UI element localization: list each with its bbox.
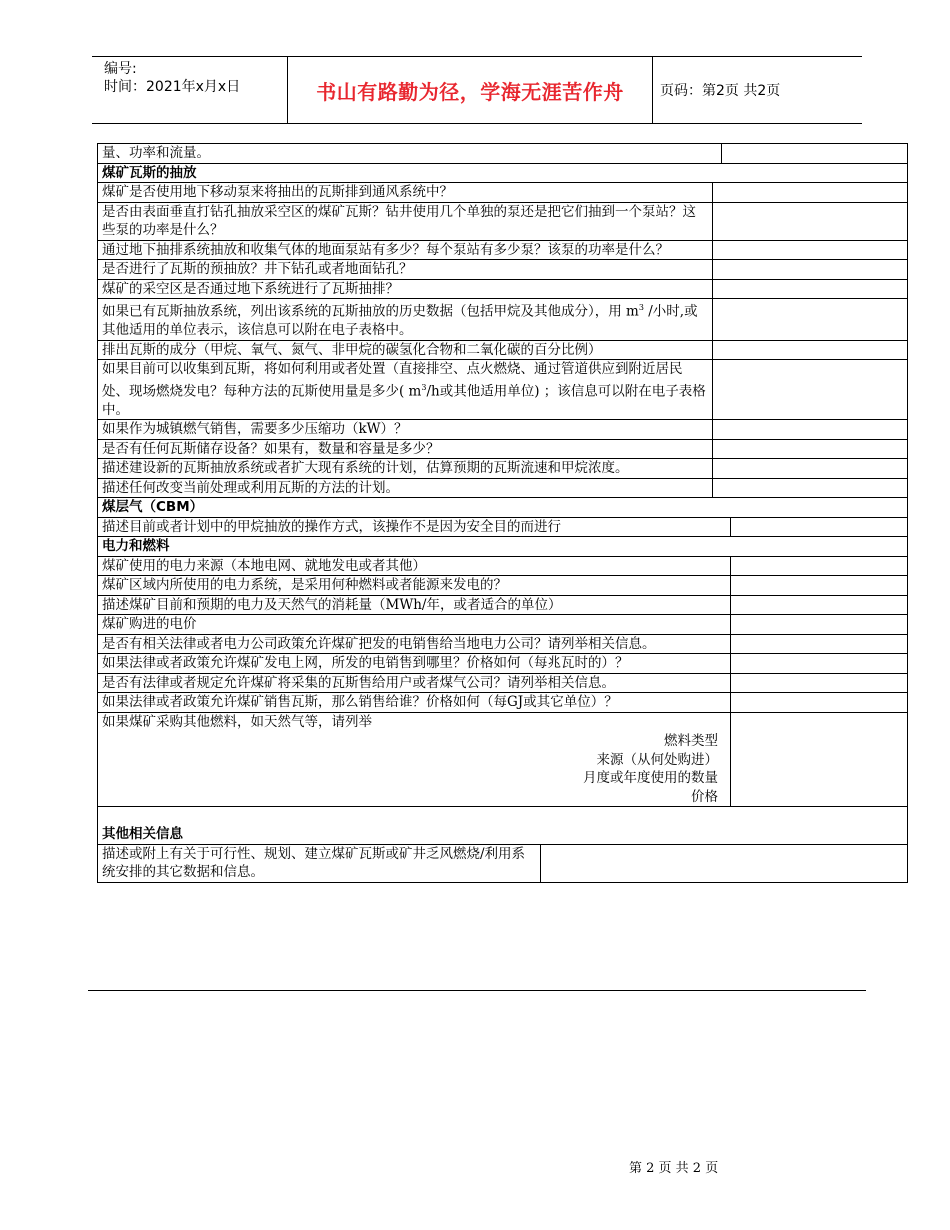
- header-page-label: 页码：第2页 共2页: [660, 83, 781, 99]
- question-cell: 是否进行了瓦斯的预抽放？井下钻孔或者地面钻孔？: [98, 260, 713, 280]
- questionnaire-table: [97, 143, 908, 883]
- table-row: [98, 183, 908, 203]
- question-cell: 描述目前或者计划中的甲烷抽放的操作方式，该操作不是因为安全目的而进行: [98, 517, 731, 537]
- question-cell: 量、功率和流量。: [98, 144, 722, 164]
- question-text: 如果煤矿采购其他燃料，如天然气等，请列举: [102, 713, 372, 730]
- question-cell: 是否由表面垂直打钻孔抽放采空区的煤矿瓦斯？钻井使用几个单独的泵还是把它们抽到一个泵站？这些泵的功率是什么？: [98, 202, 713, 240]
- section-heading: 其他相关信息: [98, 807, 908, 845]
- answer-cell[interactable]: [731, 615, 908, 635]
- question-cell: 如果作为城镇燃气销售，需要多少压缩功（kW）？: [98, 420, 713, 440]
- table-row: [98, 654, 908, 674]
- question-cell: 描述煤矿目前和预期的电力及天然气的消耗量（MWh/年，或者适合的单位）: [98, 595, 731, 615]
- question-cell: 如果法律或者政策允许煤矿发电上网，所发的电销售到哪里？价格如何（每兆瓦时的）？: [98, 654, 731, 674]
- question-text: /小时,或其他适用的单位表示，该信息可以附在电子表格中。: [102, 303, 698, 338]
- question-cell: 煤矿使用的电力来源（本地电网、就地发电或者其他）: [98, 556, 731, 576]
- question-cell: 煤矿购进的电价: [98, 615, 731, 635]
- question-cell: 排出瓦斯的成分（甲烷、氧气、氮气、非甲烷的碳氢化合物和二氧化碳的百分比例）: [98, 340, 713, 360]
- section-row: [98, 498, 908, 518]
- table-row: [98, 478, 908, 498]
- answer-cell[interactable]: [713, 240, 908, 260]
- question-cell: 描述任何改变当前处理或利用瓦斯的方法的计划。: [98, 478, 713, 498]
- answer-cell[interactable]: [731, 556, 908, 576]
- answer-cell[interactable]: [731, 654, 908, 674]
- question-cell: 煤矿的采空区是否通过地下系统进行了瓦斯抽排？: [98, 279, 713, 299]
- fuel-price-label: 价格: [691, 788, 718, 805]
- table-row: [98, 260, 908, 280]
- answer-cell[interactable]: [713, 260, 908, 280]
- answer-cell[interactable]: [713, 420, 908, 440]
- section-heading: 电力和燃料: [98, 537, 908, 557]
- section-row: [98, 163, 908, 183]
- answer-cell[interactable]: [731, 712, 908, 807]
- answer-cell[interactable]: [713, 360, 908, 420]
- table-row: [98, 340, 908, 360]
- superscript: 3: [421, 382, 427, 392]
- answer-cell[interactable]: [731, 673, 908, 693]
- section-row: [98, 807, 908, 845]
- table-row: [98, 202, 908, 240]
- section-row: [98, 537, 908, 557]
- header-meta: [104, 60, 240, 96]
- table-row: [98, 595, 908, 615]
- answer-cell[interactable]: [731, 595, 908, 615]
- question-cell: 是否有任何瓦斯储存设备？如果有，数量和容量是多少？: [98, 439, 713, 459]
- answer-cell[interactable]: [541, 844, 908, 882]
- answer-cell[interactable]: [713, 279, 908, 299]
- answer-cell[interactable]: [713, 459, 908, 479]
- answer-cell[interactable]: [713, 202, 908, 240]
- answer-cell[interactable]: [731, 634, 908, 654]
- table-row: [98, 240, 908, 260]
- table-row: [98, 144, 908, 164]
- table-row: [98, 673, 908, 693]
- question-cell: 煤矿区域内所使用的电力系统，是采用何种燃料或者能源来发电的？: [98, 576, 731, 596]
- superscript: 3: [638, 303, 644, 312]
- section-heading: 煤层气（CBM）: [98, 498, 908, 518]
- answer-cell[interactable]: [713, 439, 908, 459]
- header-divider: [652, 57, 653, 123]
- answer-cell[interactable]: [731, 576, 908, 596]
- page-number: 第 2 页 共 2 页: [629, 1161, 719, 1176]
- fuel-type-label: 燃料类型: [664, 733, 718, 749]
- question-cell: 是否有相关法律或者电力公司政策允许煤矿把发的电销售给当地电力公司？请列举相关信息。: [98, 634, 731, 654]
- table-row: [98, 517, 908, 537]
- question-cell: 描述建设新的瓦斯抽放系统或者扩大现有系统的计划，估算预期的瓦斯流速和甲烷浓度。: [98, 459, 713, 479]
- question-text: /h或其他适用单位) ；该信息可以附在电子表格中。: [102, 383, 706, 418]
- question-cell: 通过地下抽排系统抽放和收集气体的地面泵站有多少？每个泵站有多少泵？该泵的功率是什么？: [98, 240, 713, 260]
- answer-cell[interactable]: [731, 517, 908, 537]
- table-row: [98, 615, 908, 635]
- document-number-label: 编号:: [104, 61, 137, 77]
- table-row: [98, 556, 908, 576]
- table-row: [98, 693, 908, 713]
- table-row: [98, 299, 908, 341]
- table-row: [98, 712, 908, 807]
- question-cell: 煤矿是否使用地下移动泵来将抽出的瓦斯排到通风系统中？: [98, 183, 713, 203]
- table-row: [98, 439, 908, 459]
- question-text: 如果目前可以收集到瓦斯，将如何利用或者处置（直接排空、点火燃烧、通过管道供应到附近居民处、现场燃烧发电？每种方法的瓦斯使用量是多少( m: [102, 361, 683, 399]
- fuel-source-label: 来源（从何处购进）: [596, 751, 718, 768]
- table-row: [98, 279, 908, 299]
- table-row: [98, 360, 908, 420]
- question-cell: [98, 712, 731, 807]
- document-time: 时间：2021年x月x日: [104, 79, 241, 95]
- question-cell: 是否有法律或者规定允许煤矿将采集的瓦斯售给用户或者煤气公司？请列举相关信息。: [98, 673, 731, 693]
- table-row: [98, 420, 908, 440]
- question-cell: 描述或附上有关于可行性、规划、建立煤矿瓦斯或矿井乏风燃烧/利用系统安排的其它数据和信息。: [98, 844, 541, 882]
- table-row: [98, 576, 908, 596]
- header-motto: 书山有路勤为径，学海无涯苦作舟: [316, 79, 624, 104]
- question-cell: [98, 299, 713, 341]
- fuel-quantity-label: 月度或年度使用的数量: [583, 770, 718, 786]
- table-row: [98, 459, 908, 479]
- answer-cell[interactable]: [713, 478, 908, 498]
- answer-cell[interactable]: [713, 299, 908, 341]
- footer-divider: [88, 990, 866, 991]
- section-heading: 煤矿瓦斯的抽放: [98, 163, 908, 183]
- answer-cell[interactable]: [713, 183, 908, 203]
- answer-cell[interactable]: [731, 693, 908, 713]
- answer-cell[interactable]: [713, 340, 908, 360]
- table-row: [98, 844, 908, 882]
- page-header: [92, 56, 862, 124]
- question-cell: 如果法律或者政策允许煤矿销售瓦斯，那么销售给谁？价格如何（每GJ或其它单位）？: [98, 693, 731, 713]
- answer-cell[interactable]: [722, 144, 908, 164]
- question-text: 如果已有瓦斯抽放系统，列出该系统的瓦斯抽放的历史数据（包括甲烷及其他成分），用 m: [102, 303, 639, 320]
- question-cell: [98, 360, 713, 420]
- table-row: [98, 634, 908, 654]
